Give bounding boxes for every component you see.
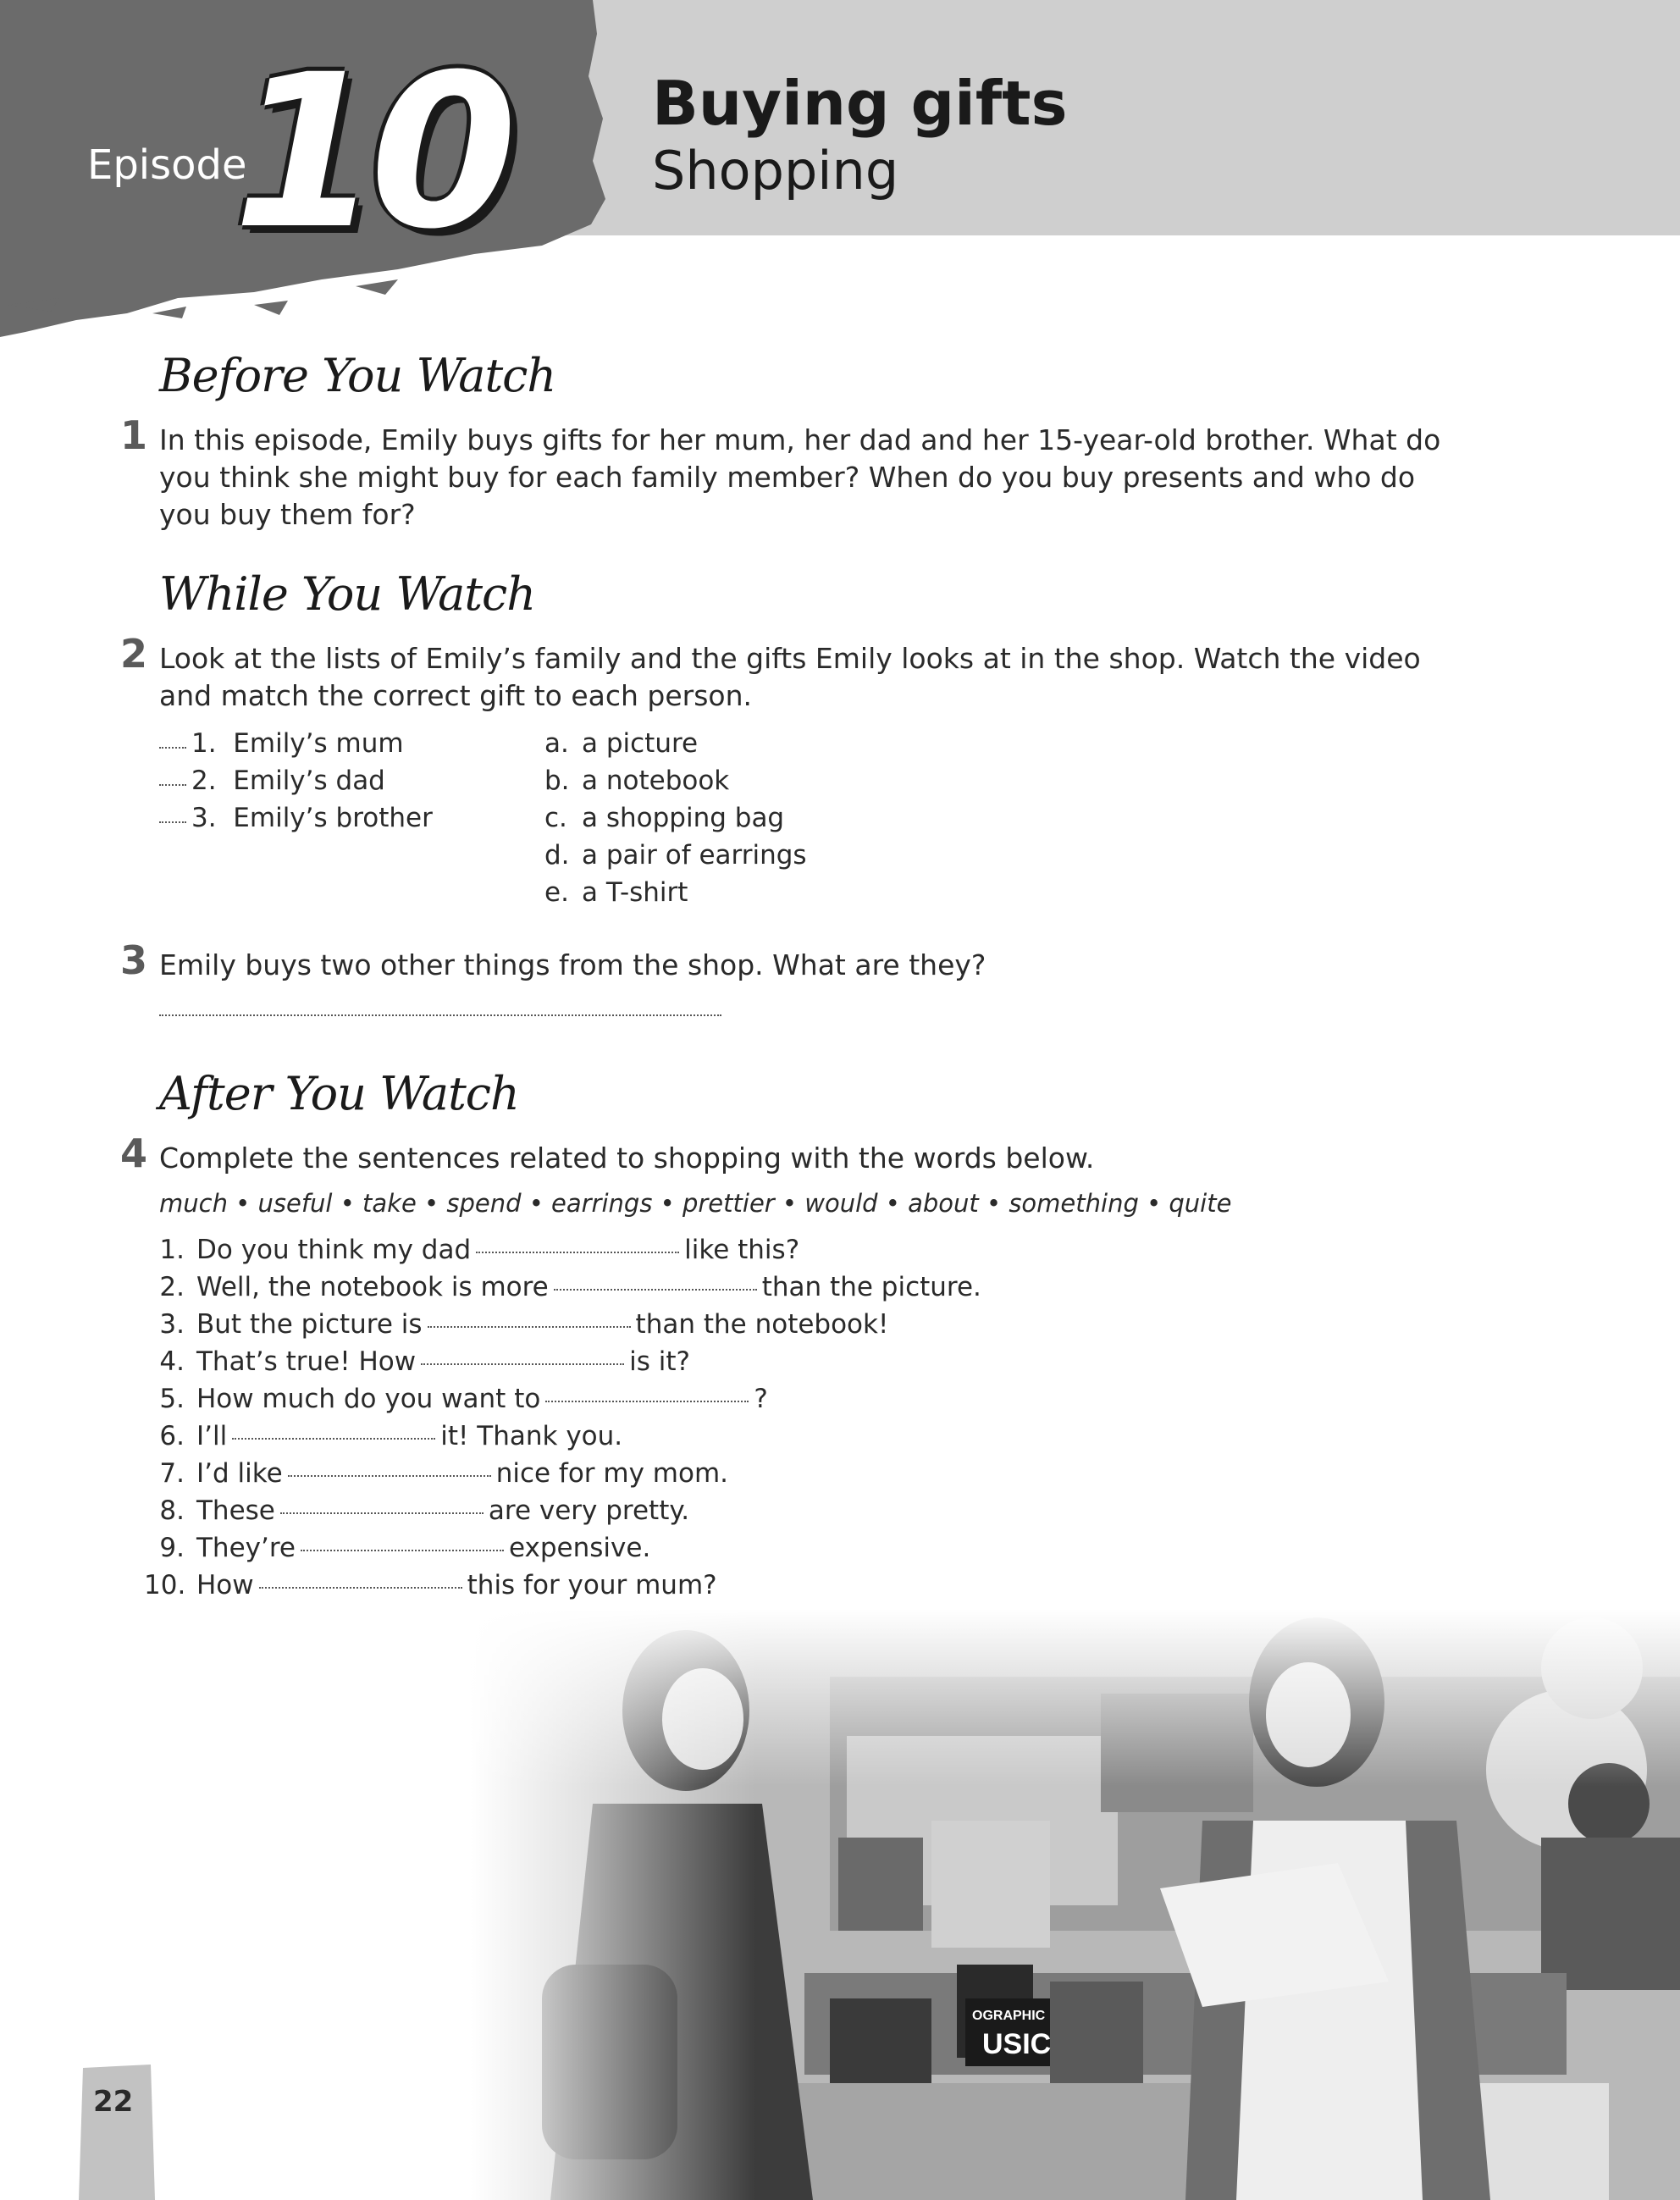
sentence-blank[interactable] xyxy=(421,1363,624,1365)
sentence-row: 9. They’re expensive. xyxy=(159,1533,651,1563)
list-item: 3. Emily’s brother xyxy=(159,803,433,840)
sentence-blank[interactable] xyxy=(301,1550,504,1551)
shop-photo xyxy=(0,1609,1680,2200)
question-2-text: Look at the lists of Emily’s family and the gifts Emily looks at in the shop. Watch the video and match the correct gift to each person. xyxy=(159,642,1421,712)
question-1-number: 1 xyxy=(120,412,148,458)
gifts-list xyxy=(544,728,807,915)
list-item: b. a notebook xyxy=(544,766,730,796)
before-you-watch-heading: Before You Watch xyxy=(159,349,556,402)
answer-blank[interactable] xyxy=(159,747,186,749)
sentence-row: 8. These are very pretty. xyxy=(159,1495,690,1526)
sentence-blank[interactable] xyxy=(476,1252,679,1253)
list-item: d. a pair of earrings xyxy=(544,840,807,871)
word-bank: much • useful • take • spend • earrings • prettier • would • about • something • quite xyxy=(159,1189,1232,1218)
answer-blank[interactable] xyxy=(159,821,186,823)
question-3-number: 3 xyxy=(120,937,148,983)
sentence-blank[interactable] xyxy=(554,1289,757,1291)
sentence-row: 1. Do you think my dad like this? xyxy=(159,1235,800,1265)
list-item: 1. Emily’s mum xyxy=(159,728,433,766)
sentence-row: 5. How much do you want to ? xyxy=(159,1384,768,1414)
question-4-number: 4 xyxy=(120,1130,148,1176)
sentence-list xyxy=(144,1235,981,1607)
page-number-tab xyxy=(75,2059,159,2200)
sentence-blank[interactable] xyxy=(288,1475,491,1477)
list-item: 2. Emily’s dad xyxy=(159,766,433,803)
sentence-row: 2. Well, the notebook is more than the picture. xyxy=(159,1272,981,1302)
sentence-row: 10. How this for your mum? xyxy=(144,1570,717,1600)
sentence-row: 3. But the picture is than the notebook! xyxy=(159,1309,889,1340)
page-subtitle: Shopping xyxy=(652,140,899,202)
while-you-watch-heading: While You Watch xyxy=(159,567,536,621)
sentence-blank[interactable] xyxy=(280,1512,484,1514)
episode-label: Episode xyxy=(87,141,247,189)
question-3-text: Emily buys two other things from the shop. What are they? xyxy=(159,948,986,981)
page-number: 22 xyxy=(93,2085,134,2119)
answer-blank[interactable] xyxy=(159,784,186,786)
list-item: a. a picture xyxy=(544,728,699,759)
list-item: c. a shopping bag xyxy=(544,803,785,833)
sentence-blank[interactable] xyxy=(545,1401,749,1402)
question-3-answer-line[interactable] xyxy=(159,1014,721,1016)
episode-number: 10 xyxy=(233,29,507,275)
page-title: Buying gifts xyxy=(652,68,1068,139)
question-4-text: Complete the sentences related to shopping with the words below. xyxy=(159,1141,1095,1175)
sentence-blank[interactable] xyxy=(232,1438,435,1440)
question-1-text: In this episode, Emily buys gifts for her mum, her dad and her 15-year-old brother. What do you think she might buy for each family member? When do you buy presents and who do you buy them for? xyxy=(159,423,1441,531)
sentence-row: 6. I’ll it! Thank you. xyxy=(159,1421,623,1451)
list-item: e. a T-shirt xyxy=(544,877,688,908)
people-list xyxy=(159,728,433,840)
sentence-blank[interactable] xyxy=(259,1587,462,1589)
sentence-blank[interactable] xyxy=(428,1326,631,1328)
sentence-row: 4. That’s true! How is it? xyxy=(159,1346,690,1377)
question-2-number: 2 xyxy=(120,631,148,677)
sentence-row: 7. I’d like nice for my mom. xyxy=(159,1458,729,1489)
after-you-watch-heading: After You Watch xyxy=(159,1067,519,1120)
